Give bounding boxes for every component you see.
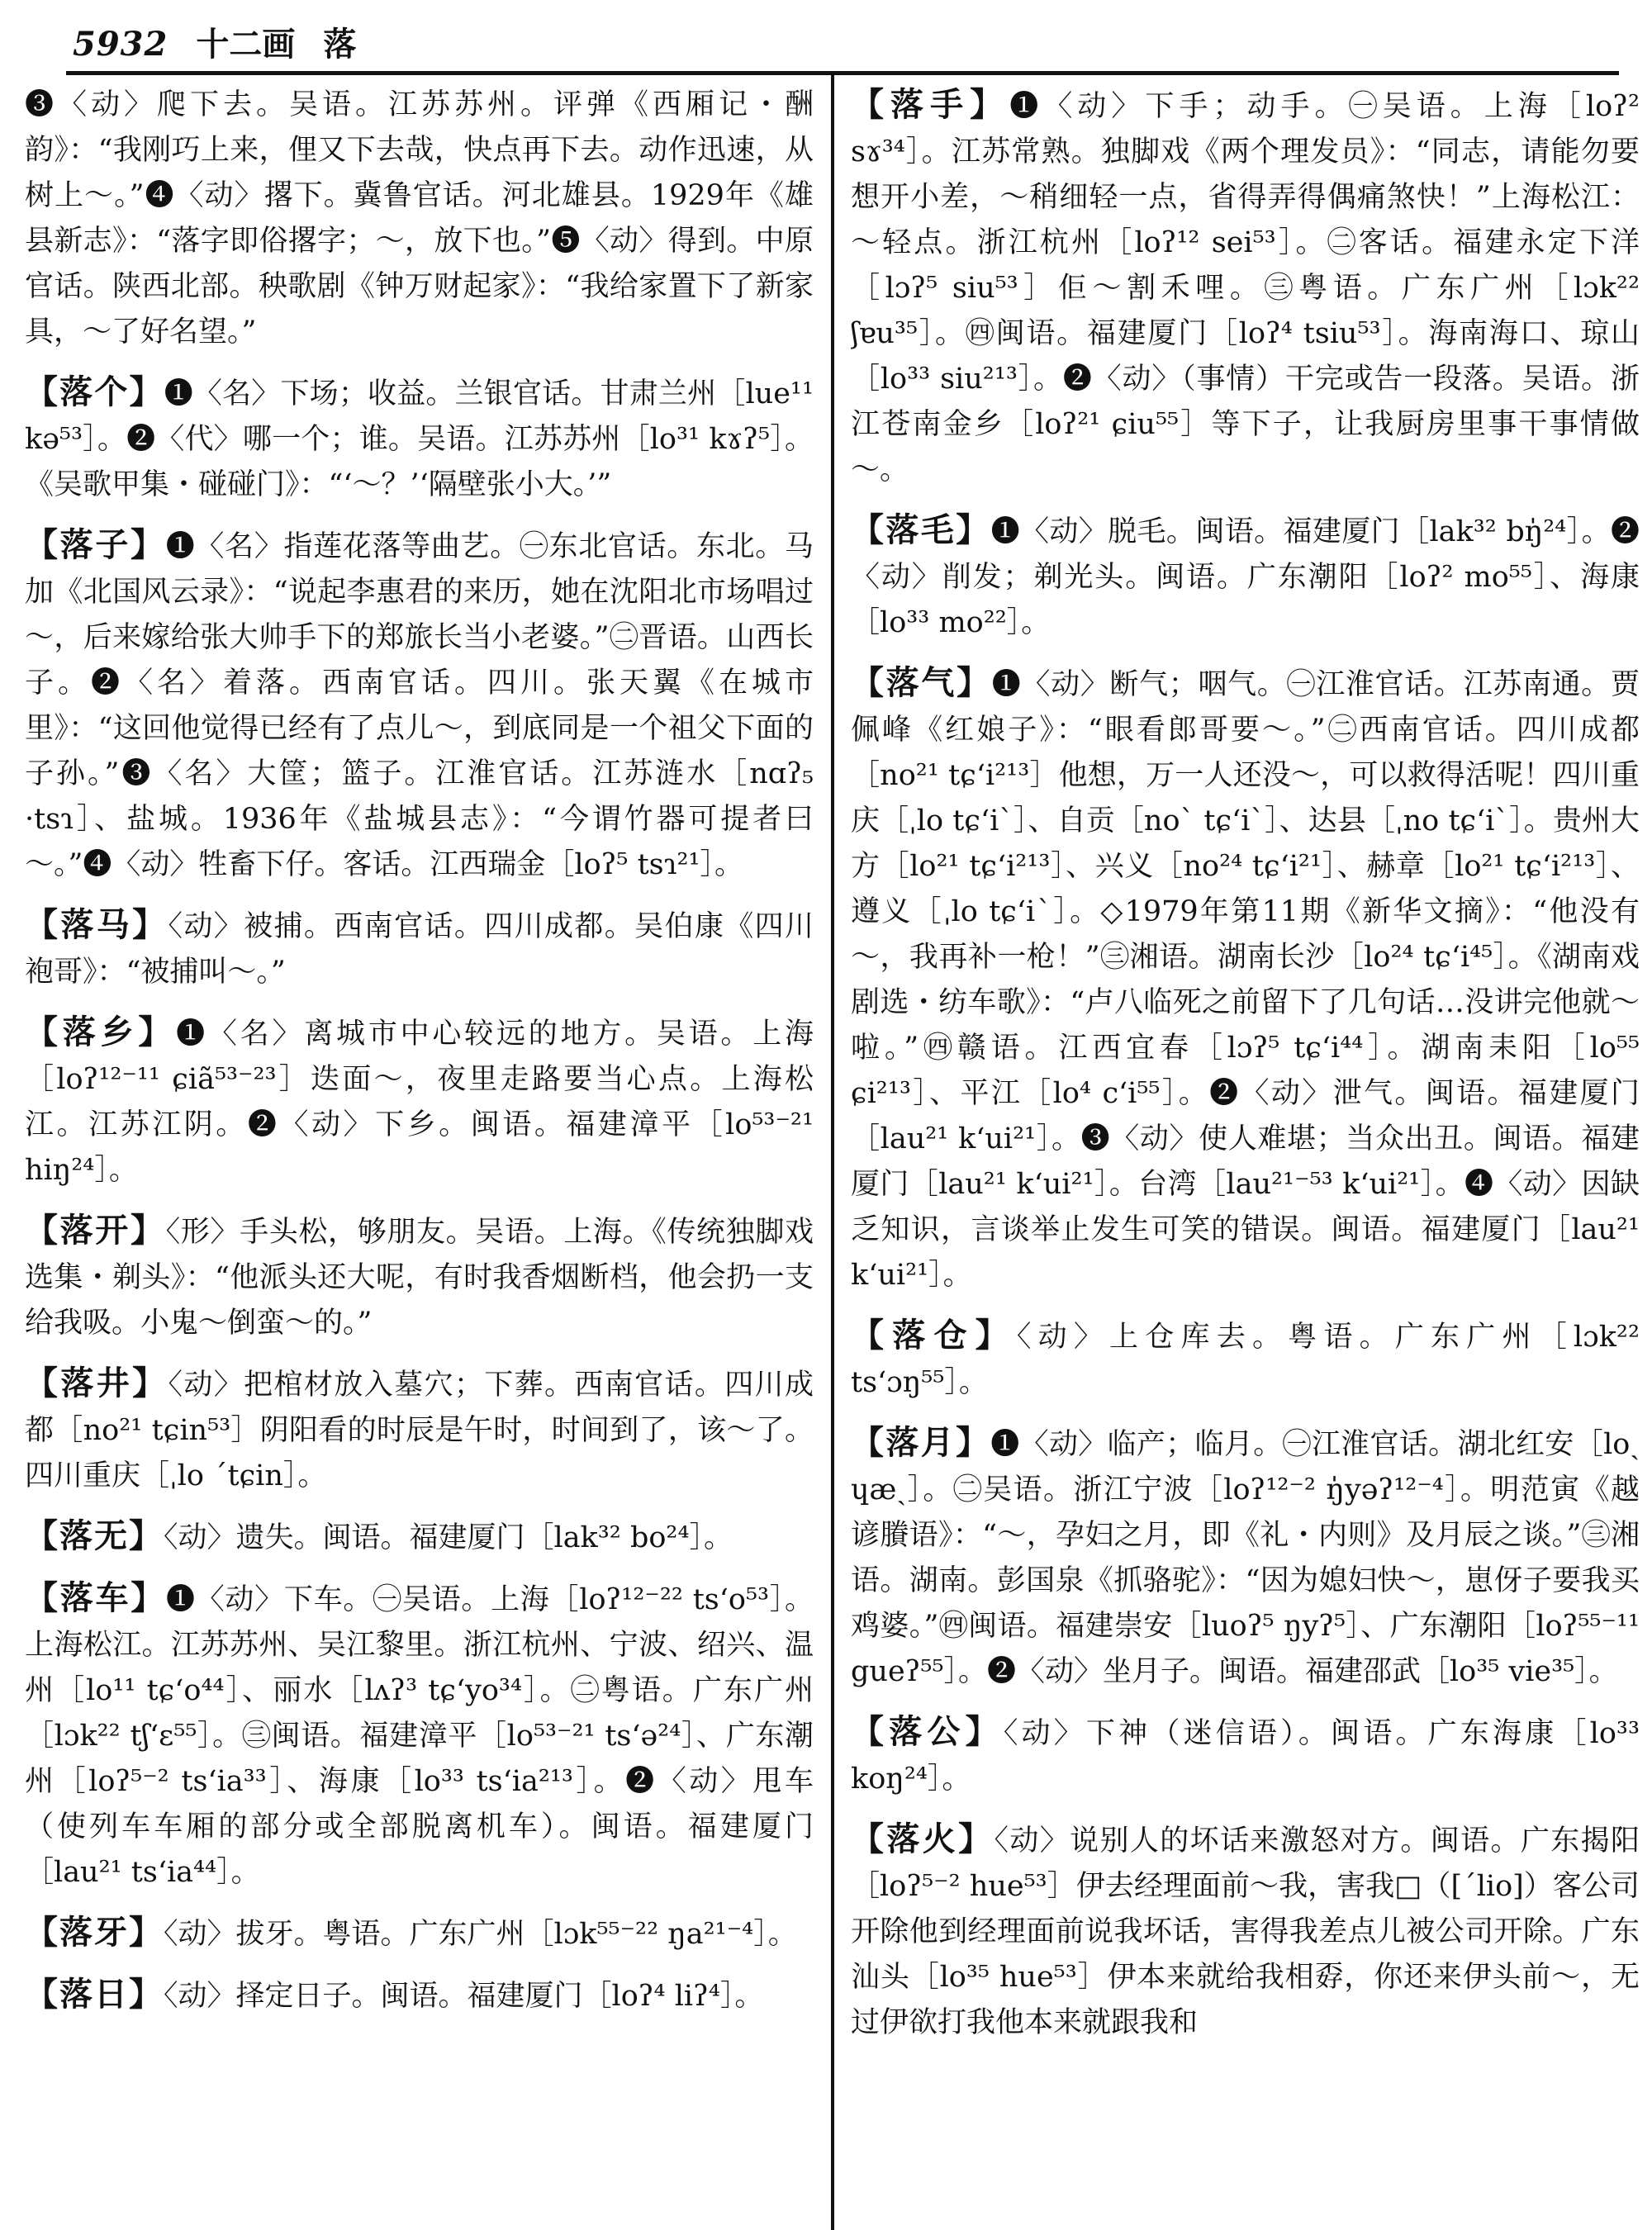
dictionary-entry (851, 1421, 1640, 1695)
dictionary-entry (25, 1208, 814, 1346)
dictionary-entry (851, 661, 1640, 1298)
entry-definition: ❶〈动〉下车。㊀吴语。上海［loʔ¹²⁻²² ts‘o⁵³］。上海松江。江苏苏州、吴江黎里。浙江杭州、宁波、绍兴、温州［lo¹¹ tɕ‘o⁴⁴］、丽水［lʌʔ³ tɕ‘yo³⁴］。㊁粤语。广东广州［lɔk²² tʃ‘ɛ⁵⁵］。㊂闽语。福建漳平［lo⁵³⁻²¹ ts‘ə²⁴］、广东潮州［loʔ⁵⁻² ts‘ia³³］、海康［lo³³ ts‘ia²¹³］。❷〈动〉甩车（使列车车厢的部分或全部脱离机车）。闽语。福建厦门［lau²¹ ts‘ia⁴⁴］。 (25, 1583, 814, 1889)
entry-definition: ❶〈名〉指莲花落等曲艺。㊀东北官话。东北。马加《北国风云录》：“说起李惠君的来历，她在沈阳北市场唱过～，后来嫁给张大帅手下的郑旅长当小老婆。”㊁晋语。山西长子。❷〈名〉着落。西南官话。四川。张天翼《在城市里》：“这回他觉得已经有了点儿～，到底同是一个祖父下面的子孙。”❸〈名〉大筐；篮子。江淮官话。江苏涟水［nɑʔ₅ ·tsɿ］、盐城。1936年《盐城县志》：“今谓竹器可提者曰～。”❹〈动〉牲畜下仔。客话。江西瑞金［loʔ⁵ tsɿ²¹］。 (25, 530, 814, 881)
entry-definition: 〈动〉下神（迷信语）。闽语。广东海康［lo³³ koŋ²⁴］。 (851, 1717, 1640, 1796)
continued-entry-text: ❸〈动〉爬下去。吴语。江苏苏州。评弹《西厢记・酬韵》：“我刚巧上来，俚又下去哉，快点再下去。动作迅速，从树上～。”❹〈动〉撂下。冀鲁官话。河北雄县。1929年《雄县新志》：“落字即俗撂字；～，放下也。”❺〈动〉得到。中原官话。陕西北部。秧歌剧《钟万财起家》：“我给家置下了新家具，～了好名望。” (25, 88, 814, 349)
entry-definition: 〈动〉上仓库去。粤语。广东广州［lɔk²² ts‘ɔŋ⁵⁵］。 (851, 1321, 1640, 1399)
dictionary-entry (25, 1514, 814, 1561)
entry-definition: 〈动〉被捕。西南官话。四川成都。吴伯康《四川袍哥》：“被捕叫～。” (25, 910, 814, 989)
entry-headword: 【落个】 (25, 373, 164, 411)
dictionary-entry (851, 83, 1640, 493)
stroke-section: 十二画 (196, 25, 296, 64)
section-character: 落 (323, 25, 357, 64)
dictionary-entry (25, 1576, 814, 1896)
dictionary-entry (25, 1361, 814, 1499)
dictionary-entry (25, 1010, 814, 1193)
dictionary-entry (851, 1817, 1640, 2046)
entry-headword: 【落日】 (25, 1976, 164, 2014)
page-header (73, 18, 1601, 64)
entry-headword: 【落马】 (25, 906, 169, 944)
entry-headword: 【落子】 (25, 526, 166, 564)
entry-definition: 〈动〉择定日子。闽语。福建厦门［loʔ⁴ liʔ⁴］。 (164, 1980, 764, 2013)
entry-definition: 〈动〉把棺材放入墓穴；下葬。西南官话。四川成都［no²¹ tɕin⁵³］阴阳看的时辰是午时，时间到了，该～了。四川重庆［ˌlo ˊtɕin］。 (25, 1369, 814, 1492)
right-column (851, 83, 1640, 2222)
entry-definition: 〈动〉遗失。闽语。福建厦门［lak³² bo²⁴］。 (164, 1521, 733, 1554)
entry-headword: 【落毛】 (851, 511, 991, 549)
header-rule (66, 71, 1619, 75)
entry-definition: ❶〈名〉离城市中心较远的地方。吴语。上海［loʔ¹²⁻¹¹ ɕiã⁵³⁻²³］迭面～，夜里走路要当心点。上海松江。江苏江阴。❷〈动〉下乡。闽语。福建漳平［lo⁵³⁻²¹ hiŋ²⁴］。 (25, 1018, 814, 1187)
entry-headword: 【落井】 (25, 1364, 169, 1402)
dictionary-entry (851, 1313, 1640, 1406)
column-divider (831, 71, 834, 2230)
left-column (25, 83, 814, 2222)
entry-headword: 【落气】 (851, 664, 992, 702)
entry-definition: ❶〈动〉断气；咽气。㊀江淮官话。江苏南通。贾佩峰《红娘子》：“眼看郎哥要～。”㊁西南官话。四川成都［no²¹ tɕ‘i²¹³］他想，万一人还没～，可以救得活呢！四川重庆［ˌlo tɕ‘iˋ］、自贡［noˋ tɕ‘iˋ］、达县［ˌno tɕ‘iˋ］。贵州大方［lo²¹ tɕ‘i²¹³］、兴义［no²⁴ tɕ‘i²¹］、赫章［lo²¹ tɕ‘i²¹³］、遵义［ˌlo tɕ‘iˋ］。◇1979年第11期《新华文摘》：“他没有～，我再补一枪！”㊂湘语。湖南长沙［lo²⁴ tɕ‘i⁴⁵］。《湖南戏剧选・纺车歌》：“卢八临死之前留下了几句话…没讲完他就～啦。”㊃赣语。江西宜春［lɔʔ⁵ tɕ‘i⁴⁴］。湖南耒阳［lo⁵⁵ ɕi²¹³］、平江［lo⁴ c‘i⁵⁵］。❷〈动〉泄气。闽语。福建厦门［lau²¹ k‘ui²¹］。❸〈动〉使人难堪；当众出丑。闽语。福建厦门［lau²¹ k‘ui²¹］。台湾［lau²¹⁻⁵³ k‘ui²¹］。❹〈动〉因缺乏知识，言谈举止发生可笑的错误。闽语。福建厦门［lau²¹ k‘ui²¹］。 (851, 668, 1640, 1292)
entry-headword: 【落开】 (25, 1212, 166, 1250)
dictionary-entry (25, 903, 814, 995)
entry-headword: 【落公】 (851, 1713, 1004, 1751)
entry-definition: 〈动〉说别人的坏话来激怒对方。闽语。广东揭阳［loʔ⁵⁻² hue⁵³］伊去经理面前～我，害我□（[ˊlio]）客公司开除他到经理面前说我坏话，害得我差点儿被公司开除。广东汕头［lo³⁵ hue⁵³］伊本来就给我相孬，你还来伊头前～，无过伊欲打我他本来就跟我和 (851, 1824, 1640, 2039)
dictionary-entry (851, 1710, 1640, 1802)
entry-definition: ❶〈动〉脱毛。闽语。福建厦门［lak³² bŋ̍²⁴］。❷〈动〉削发；剃光头。闽语。广东潮阳［loʔ² mo⁵⁵］、海康［lo³³ mo²²］。 (851, 515, 1640, 639)
entry-definition: ❶〈名〉下场；收益。兰银官话。甘肃兰州［lue¹¹ kə⁵³］。❷〈代〉哪一个；谁。吴语。江苏苏州［lo³¹ kɤʔ⁵］。《吴歌甲集・碰碰门》：“‘～？’‘隔壁张小大。’” (25, 377, 814, 501)
entry-headword: 【落仓】 (851, 1317, 1017, 1355)
entry-definition: 〈形〉手头松，够朋友。吴语。上海。《传统独脚戏选集・剃头》：“他派头还大呢，有时我香烟断档，他会扔一支给我吸。小鬼～倒蛮～的。” (25, 1216, 814, 1340)
entry-definition: ❶〈动〉临产；临月。㊀江淮官话。湖北红安［loˎ ɥæˎ］。㊁吴语。浙江宁波［loʔ¹²⁻² ŋ̍yəʔ¹²⁻⁴］。明范寅《越谚賸语》：“～，孕妇之月，即《礼・内则》及月辰之谈。”㊂湘语。湖南。彭国泉《抓骆驼》：“因为媳妇快～，崽伢子要我买鸡婆。”㊃闽语。福建崇安［luoʔ⁵ ŋyʔ⁵］、广东潮阳［loʔ⁵⁵⁻¹¹ gueʔ⁵⁵］。❷〈动〉坐月子。闽语。福建邵武［lo³⁵ vie³⁵］。 (851, 1428, 1640, 1688)
dictionary-entry (25, 523, 814, 888)
entry-definition: 〈动〉拔牙。粤语。广东广州［lɔk⁵⁵⁻²² ŋa²¹⁻⁴］。 (164, 1918, 797, 1951)
entry-definition: ❶〈动〉下手；动手。㊀吴语。上海［loʔ² sɤ³⁴］。江苏常熟。独脚戏《两个理发员》：“同志，请能勿要想开小差，～稍细轻一点，省得弄得偶痛煞快！”上海松江：～轻点。浙江杭州［loʔ¹² sei⁵³］。㊁客话。福建永定下洋［lɔʔ⁵ siu⁵³］佢～割禾哩。㊂粤语。广东广州［lɔk²² ʃɐu³⁵］。㊃闽语。福建厦门［loʔ⁴ tsiu⁵³］。海南海口、琼山［lo³³ siu²¹³］。❷〈动〉（事情）干完或告一段落。吴语。浙江苍南金乡［loʔ²¹ ɕiu⁵⁵］等下子，让我厨房里事干事情做～。 (851, 90, 1640, 486)
dictionary-entry (25, 370, 814, 508)
entry-headword: 【落手】 (851, 86, 1010, 124)
entry-headword: 【落无】 (25, 1517, 164, 1555)
dictionary-entry (25, 1910, 814, 1957)
entry-headword: 【落火】 (851, 1820, 995, 1858)
dictionary-entry (851, 508, 1640, 646)
entry-headword: 【落车】 (25, 1579, 166, 1617)
entry-headword: 【落月】 (851, 1424, 991, 1462)
entry-headword: 【落牙】 (25, 1914, 164, 1952)
dictionary-entry (25, 1972, 814, 2019)
page-number: 5932 (73, 25, 169, 64)
entry-headword: 【落乡】 (25, 1013, 177, 1051)
